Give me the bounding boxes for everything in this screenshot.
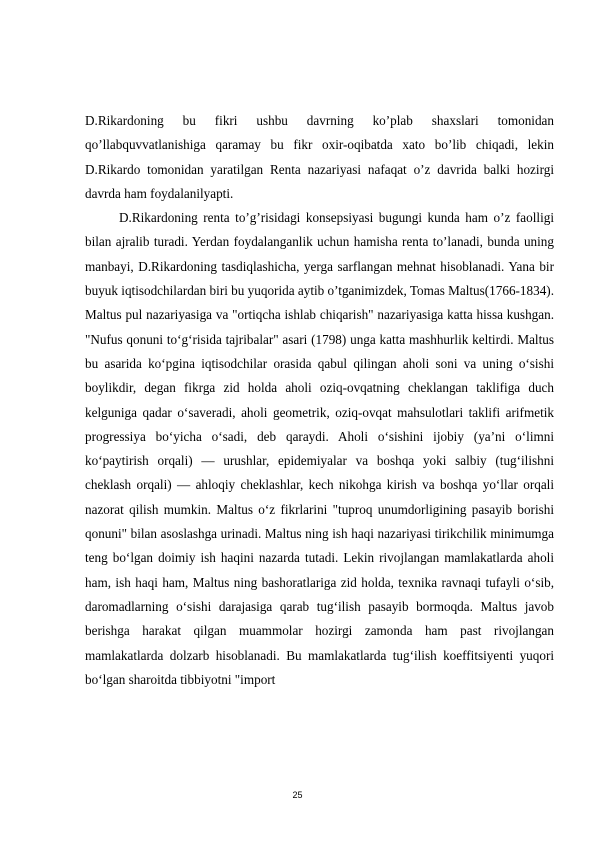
paragraph-2: D.Rikardoning renta to’g’risidagi konsepsiyasi bugungi kunda ham o’z faolligi bilan ajralib turadi. Yerdan foydalanganlik uchun hamisha renta to’lanadi, bunda uning manbayi, D.Rikardoning tasdiqlashicha, yerga sarflangan mehnat hisoblanadi. Yana bir buyuk iqtisodchilardan biri bu yuqorida aytib o’tganimizdek, Tomas Maltus(1766-1834). Maltus pul nazariyasiga va "ortiqcha ishlab chiqarish" nazariyasiga katta hissa kushgan. "Nufus qonuni to‘g‘risida tajribalar" asari (1798) unga katta mashhurlik keltirdi. Maltus bu asarida ko‘pgina iqtisodchilar orasida qabul qilingan aholi soni va uning o‘sishi boylikdir, degan fikrga zid holda aholi oziq-ovqatning cheklangan taklifiga duch kelguniga qadar o‘saveradi, aholi geometrik, oziq-ovqat mahsulotlari taklifi arifmetik progressiya bo‘yicha o‘sadi, deb qaraydi. Aholi o‘sishini ijobiy (ya’ni o‘limni ko‘paytirish orqali) — urushlar, epidemiyalar va boshqa yoki salbiy (tug‘ilishni cheklash orqali) — ahloqiy cheklashlar, kech nikohga kirish va boshqa yo‘llar orqali nazorat qilish mumkin. Maltus o‘z fikrlarini "tuproq unumdorligining pasayib borishi qonuni" bilan asoslashga urinadi. Maltus ning ish haqi nazariyasi tirikchilik minimumga teng bo‘lgan doimiy ish haqini nazarda tutadi. Lekin rivojlangan mamlakatlarda aholi ham, ish haqi ham, Maltus ning bashoratlariga zid holda, texnika ravnaqi tufayli o‘sib, daromadlarning o‘sishi darajasiga qarab tug‘ilish pasayib bormoqda. Maltus javob berishga harakat qilgan muammolar hozirgi zamonda ham past rivojlangan mamlakatlarda dolzarb hisoblanadi. Bu mamlakatlarda tug‘ilish koeffitsiyenti yuqori bo‘lgan sharoitda tibbiyotni "import xyxy=(85,210,554,687)
paragraph-1: D.Rikardoning bu fikri ushbu davrning ko’plab shaxslari tomonidan qo’llabquvvatlanishiga qaramay bu fikr oxir-oqibatda xato bo’lib chiqadi, lekin D.Rikardo tomonidan yaratilgan Renta nazariyasi nafaqat o’z davrida balki hozirgi davrda ham foydalanilyapti. xyxy=(85,113,554,201)
body-text xyxy=(85,109,554,692)
page-number: 25 xyxy=(292,790,303,800)
